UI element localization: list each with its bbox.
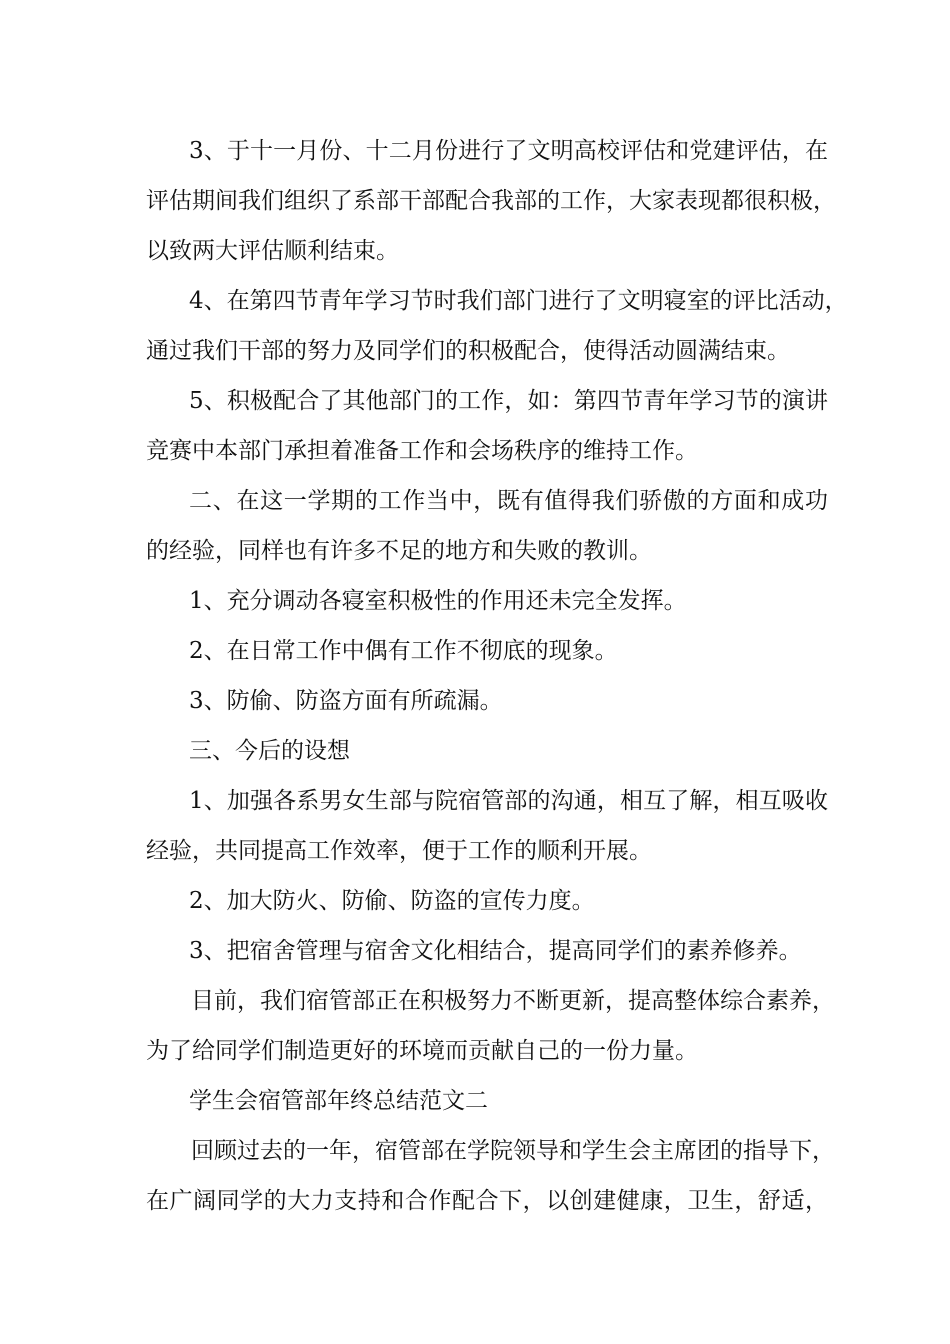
section-heading: 三、今后的设想 — [189, 738, 350, 764]
paragraph-line: 4、在第四节青年学习节时我们部门进行了文明寝室的评比活动， — [189, 288, 848, 314]
paragraph-line: 5、积极配合了其他部门的工作，如：第四节青年学习节的演讲 — [189, 388, 828, 414]
paragraph-line: 3、于十一月份、十二月份进行了文明高校评估和党建评估，在 — [189, 138, 828, 164]
paragraph-line: 在广阔同学的大力支持和合作配合下，以创建健康，卫生，舒适， — [146, 1188, 828, 1214]
paragraph-line: 的经验，同样也有许多不足的地方和失败的教训。 — [146, 538, 652, 564]
document-subtitle: 学生会宿管部年终总结范文二 — [189, 1088, 488, 1114]
paragraph-line: 评估期间我们组织了系部干部配合我部的工作，大家表现都很积极， — [146, 188, 836, 214]
list-item: 3、把宿舍管理与宿舍文化相结合，提高同学们的素养修养。 — [189, 938, 802, 964]
paragraph-line: 目前，我们宿管部正在积极努力不断更新，提高整体综合素养， — [191, 988, 835, 1014]
paragraph-line: 回顾过去的一年，宿管部在学院领导和学生会主席团的指导下， — [191, 1138, 835, 1164]
paragraph-line: 以致两大评估顺利结束。 — [146, 238, 399, 264]
list-item: 1、加强各系男女生部与院宿管部的沟通，相互了解，相互吸收 — [189, 788, 828, 814]
list-item: 2、加大防火、防偷、防盗的宣传力度。 — [189, 888, 595, 914]
paragraph-line: 为了给同学们制造更好的环境而贡献自己的一份力量。 — [146, 1038, 698, 1064]
list-item: 1、充分调动各寝室积极性的作用还未完全发挥。 — [189, 588, 687, 614]
paragraph-line: 通过我们干部的努力及同学们的积极配合，使得活动圆满结束。 — [146, 338, 790, 364]
section-heading-line: 二、在这一学期的工作当中，既有值得我们骄傲的方面和成功 — [189, 488, 828, 514]
paragraph-line: 经验，共同提高工作效率，便于工作的顺利开展。 — [146, 838, 652, 864]
paragraph-line: 竞赛中本部门承担着准备工作和会场秩序的维持工作。 — [146, 438, 698, 464]
list-item: 2、在日常工作中偶有工作不彻底的现象。 — [189, 638, 618, 664]
list-item: 3、防偷、防盗方面有所疏漏。 — [189, 688, 503, 714]
